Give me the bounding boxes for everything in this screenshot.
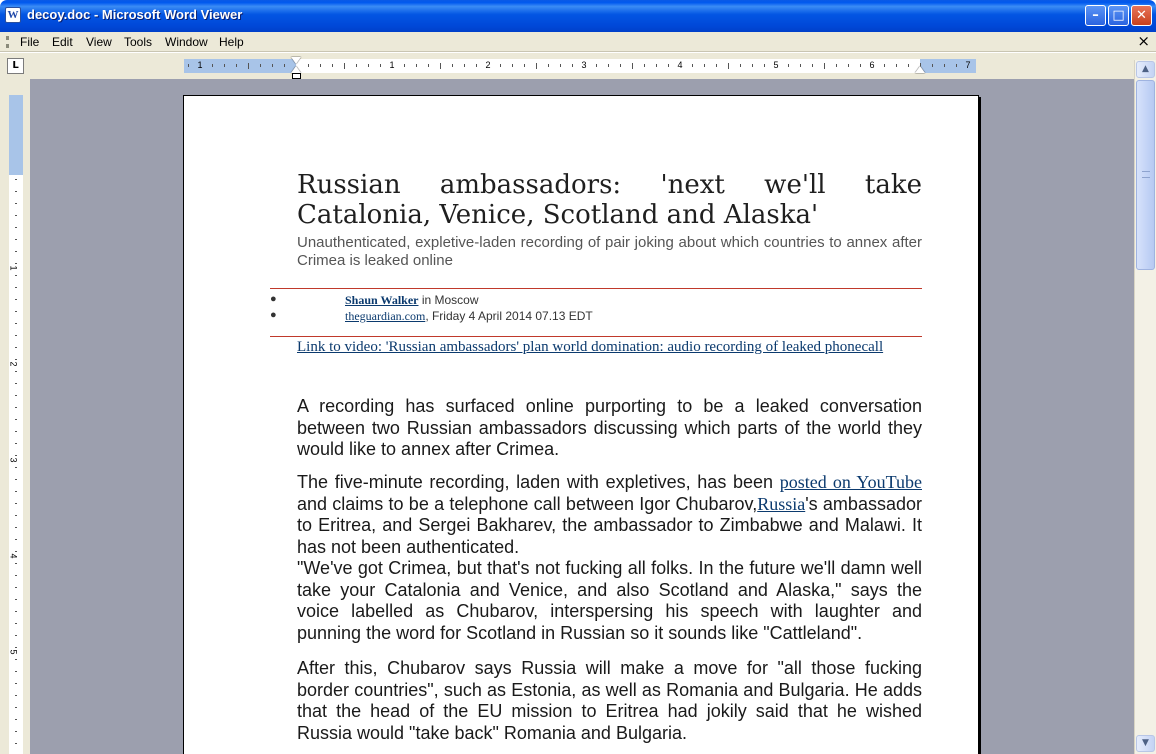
ruler-tick xyxy=(356,64,357,67)
vruler-number: 2 xyxy=(8,361,19,367)
ruler-tick xyxy=(572,64,573,67)
ruler-tick xyxy=(536,63,537,69)
paragraph-3: "We've got Crimea, but that's not fucking all folks. In the future we'll damn well take your Catalonia and Venice, and also Scotland and Alaska," says the voice labelled as Chubarov, interspersing his speech with laughter and punning the word for Scotland in Russian so it sounds like "Cattleland". xyxy=(297,558,922,643)
vruler-tick xyxy=(15,551,17,552)
russia-link[interactable]: Russia xyxy=(757,493,806,514)
menu-bar xyxy=(0,32,1156,52)
ruler-number: 6 xyxy=(869,60,875,70)
ruler-tick xyxy=(560,64,561,67)
vruler-tick xyxy=(15,707,17,708)
ruler-tick xyxy=(812,64,813,67)
vruler-tick xyxy=(15,575,17,576)
ruler-tick xyxy=(896,64,897,67)
posted-on-youtube-link[interactable]: posted on YouTube xyxy=(779,472,922,492)
vruler-tick xyxy=(15,503,17,504)
vruler-tick xyxy=(15,683,17,684)
vruler-tick xyxy=(15,431,17,432)
document-area[interactable] xyxy=(30,79,1134,754)
close-button[interactable]: ✕ xyxy=(1131,5,1152,26)
ruler-tick xyxy=(344,63,345,69)
vruler-tick xyxy=(15,275,17,276)
vruler-tick xyxy=(15,287,17,288)
ruler-tick xyxy=(368,64,369,67)
vruler-tick xyxy=(15,695,17,696)
divider xyxy=(270,288,922,289)
ruler-tick xyxy=(740,64,741,67)
ruler-tick xyxy=(452,64,453,67)
ruler-tick xyxy=(464,64,465,67)
vruler-number: 3 xyxy=(8,457,19,463)
ruler-tick xyxy=(476,64,477,67)
vruler-number: 1 xyxy=(8,265,19,271)
ruler-tick xyxy=(332,64,333,67)
ruler-tick xyxy=(848,64,849,67)
vruler-tick xyxy=(15,587,17,588)
ruler-tick xyxy=(380,64,381,67)
ruler-number: 4 xyxy=(677,60,683,70)
ruler-tick xyxy=(644,64,645,67)
ruler-tick xyxy=(320,64,321,67)
vruler-tick xyxy=(15,335,17,336)
vruler-tick xyxy=(15,647,17,648)
thumb-grip-icon xyxy=(1142,171,1150,178)
vruler-tick xyxy=(15,467,17,468)
menu-help[interactable]: Help xyxy=(219,35,244,49)
vruler-tick xyxy=(15,455,17,456)
ruler-number: 1 xyxy=(389,60,395,70)
menu-view[interactable]: View xyxy=(86,35,112,49)
document-page[interactable] xyxy=(183,95,979,754)
byline-author-row xyxy=(270,293,922,309)
ruler-number: 2 xyxy=(485,60,491,70)
vruler-tick xyxy=(15,443,17,444)
vruler-number: 5 xyxy=(8,649,19,655)
paragraph-2-text: 's ambassador to Eritrea, and Sergei Bakharev, the ambassador to Zimbabwe and Malawi. It has not been authenticated. xyxy=(297,493,922,557)
title-bar xyxy=(0,0,1156,32)
vruler-tick xyxy=(15,323,17,324)
ruler-tick xyxy=(428,64,429,67)
vruler-tick xyxy=(15,263,17,264)
ruler-tick xyxy=(416,64,417,67)
ruler-tick xyxy=(548,64,549,67)
ruler-tick xyxy=(908,64,909,67)
word-viewer-app-icon[interactable]: W xyxy=(5,7,21,23)
ruler-tick xyxy=(752,64,753,67)
vertical-scrollbar[interactable] xyxy=(1134,60,1156,754)
vruler-tick xyxy=(15,227,17,228)
vruler-tick xyxy=(15,611,17,612)
horizontal-ruler[interactable] xyxy=(184,59,976,73)
divider xyxy=(270,336,922,337)
article-headline: Russian ambassadors: 'next we'll take Catalonia, Venice, Scotland and Alaska' xyxy=(297,170,922,230)
vruler-tick xyxy=(15,539,17,540)
menu-edit[interactable]: Edit xyxy=(52,35,73,49)
ruler-tick xyxy=(224,64,225,67)
paragraph-2 xyxy=(297,472,922,558)
menu-tools[interactable]: Tools xyxy=(124,35,153,49)
ruler-tick xyxy=(620,64,621,67)
maximize-button[interactable]: □ xyxy=(1108,5,1129,26)
ruler-number: 3 xyxy=(581,60,587,70)
paragraph-4: After this, Chubarov says Russia will make a move for "all those fucking border countries", such as Estonia, as well as Romania and Bulgaria. He adds that the head of the EU mission to Eritrea had jokily said that he wished Russia would "take back" Romania and Bulgaria. xyxy=(297,658,922,743)
ruler-tick xyxy=(956,64,957,67)
menu-window[interactable]: Window xyxy=(165,35,208,49)
vruler-tick xyxy=(15,191,17,192)
vruler-tick xyxy=(15,515,17,516)
article-standfirst: Unauthenticated, expletive-laden recording of pair joking about which countries to annex after Crimea is leaked online xyxy=(297,234,922,269)
byline-source-row xyxy=(270,309,922,325)
ruler-tick xyxy=(860,64,861,67)
toolbar-grip-icon[interactable] xyxy=(6,36,9,48)
vruler-tick xyxy=(15,371,17,372)
minimize-button[interactable]: – xyxy=(1085,5,1106,26)
ruler-tick xyxy=(236,64,237,67)
vruler-tick xyxy=(15,407,17,408)
vruler-tick xyxy=(15,527,17,528)
menu-file[interactable]: File xyxy=(20,35,40,49)
vruler-number: 4 xyxy=(8,553,19,559)
vruler-tick xyxy=(15,311,17,312)
video-link[interactable]: Link to video: 'Russian ambassadors' plan world domination: audio recording of leaked phonecall xyxy=(297,339,884,355)
ruler-tick xyxy=(500,64,501,67)
ruler-tick xyxy=(272,64,273,67)
vruler-tick xyxy=(15,491,17,492)
ruler-tick xyxy=(404,64,405,67)
first-line-indent-marker[interactable] xyxy=(291,57,301,64)
vruler-tick xyxy=(15,251,17,252)
vruler-tick xyxy=(15,671,17,672)
ruler-tick xyxy=(248,63,249,69)
bullet-icon: ● xyxy=(270,309,277,321)
paragraph-2-text: The five-minute recording, laden with expletives, has been xyxy=(297,472,780,492)
ruler-number: 5 xyxy=(773,60,779,70)
ruler-number: 7 xyxy=(965,60,971,70)
tab-selector-button[interactable]: L xyxy=(7,58,24,74)
ruler-tick xyxy=(692,64,693,67)
ruler-tick xyxy=(440,63,441,69)
vruler-tick xyxy=(15,623,17,624)
scroll-thumb[interactable] xyxy=(1136,80,1155,270)
vertical-ruler-margin xyxy=(9,95,23,175)
ruler-tick xyxy=(608,64,609,67)
vruler-tick xyxy=(15,599,17,600)
ruler-tick xyxy=(884,64,885,67)
vruler-tick xyxy=(15,419,17,420)
vruler-tick xyxy=(15,383,17,384)
byline-location: in Moscow xyxy=(418,293,479,307)
ruler-tick xyxy=(788,64,789,67)
vruler-tick xyxy=(15,359,17,360)
vruler-tick xyxy=(15,635,17,636)
paragraph-1: A recording has surfaced online purporting to be a leaked conversation between two Russian ambassadors discussing which parts of the world they would like to annex after Crimea. xyxy=(297,396,922,459)
ruler-tick xyxy=(668,64,669,67)
ruler-tick xyxy=(932,64,933,67)
vruler-tick xyxy=(15,731,17,732)
ruler-tick xyxy=(632,63,633,69)
ruler-tick xyxy=(836,64,837,67)
paragraph-2-text: and claims to be a telephone call between Igor Chubarov, xyxy=(297,493,758,514)
vruler-tick xyxy=(15,347,17,348)
scroll-down-button[interactable]: ▼ xyxy=(1136,735,1155,752)
ruler-tick xyxy=(824,63,825,69)
ruler-tick xyxy=(212,64,213,67)
right-indent-marker[interactable] xyxy=(915,66,925,73)
vruler-tick xyxy=(15,563,17,564)
vruler-tick xyxy=(15,215,17,216)
vertical-ruler[interactable] xyxy=(9,95,23,754)
ruler-tick xyxy=(308,64,309,67)
ruler-tick xyxy=(716,64,717,67)
vruler-tick xyxy=(15,743,17,744)
window-title: decoy.doc - Microsoft Word Viewer xyxy=(27,7,243,22)
ruler-tick xyxy=(728,63,729,69)
bullet-icon: ● xyxy=(270,293,277,305)
byline-date: , Friday 4 April 2014 07.13 EDT xyxy=(425,309,593,323)
vruler-tick xyxy=(15,299,17,300)
ruler-tick xyxy=(524,64,525,67)
ruler-tick xyxy=(284,64,285,67)
vruler-tick xyxy=(15,659,17,660)
author-link[interactable]: Shaun Walker xyxy=(345,293,419,307)
ruler-tick xyxy=(656,64,657,67)
document-close-icon[interactable]: × xyxy=(1137,32,1150,50)
ruler-tick xyxy=(512,64,513,67)
hanging-indent-marker[interactable] xyxy=(291,66,301,73)
vruler-tick xyxy=(15,203,17,204)
vruler-tick xyxy=(15,479,17,480)
ruler-tick xyxy=(188,64,189,67)
vruler-tick xyxy=(15,719,17,720)
scroll-up-button[interactable]: ▲ xyxy=(1136,61,1155,78)
ruler-tick xyxy=(944,64,945,67)
ruler-number: 1 xyxy=(197,60,203,70)
ruler-tick xyxy=(704,64,705,67)
vruler-tick xyxy=(15,395,17,396)
vruler-tick xyxy=(15,179,17,180)
ruler-tick xyxy=(596,64,597,67)
ruler-tick xyxy=(764,64,765,67)
source-link[interactable]: theguardian.com xyxy=(345,309,426,323)
ruler-tick xyxy=(800,64,801,67)
ruler-tick xyxy=(260,64,261,67)
vruler-tick xyxy=(15,239,17,240)
